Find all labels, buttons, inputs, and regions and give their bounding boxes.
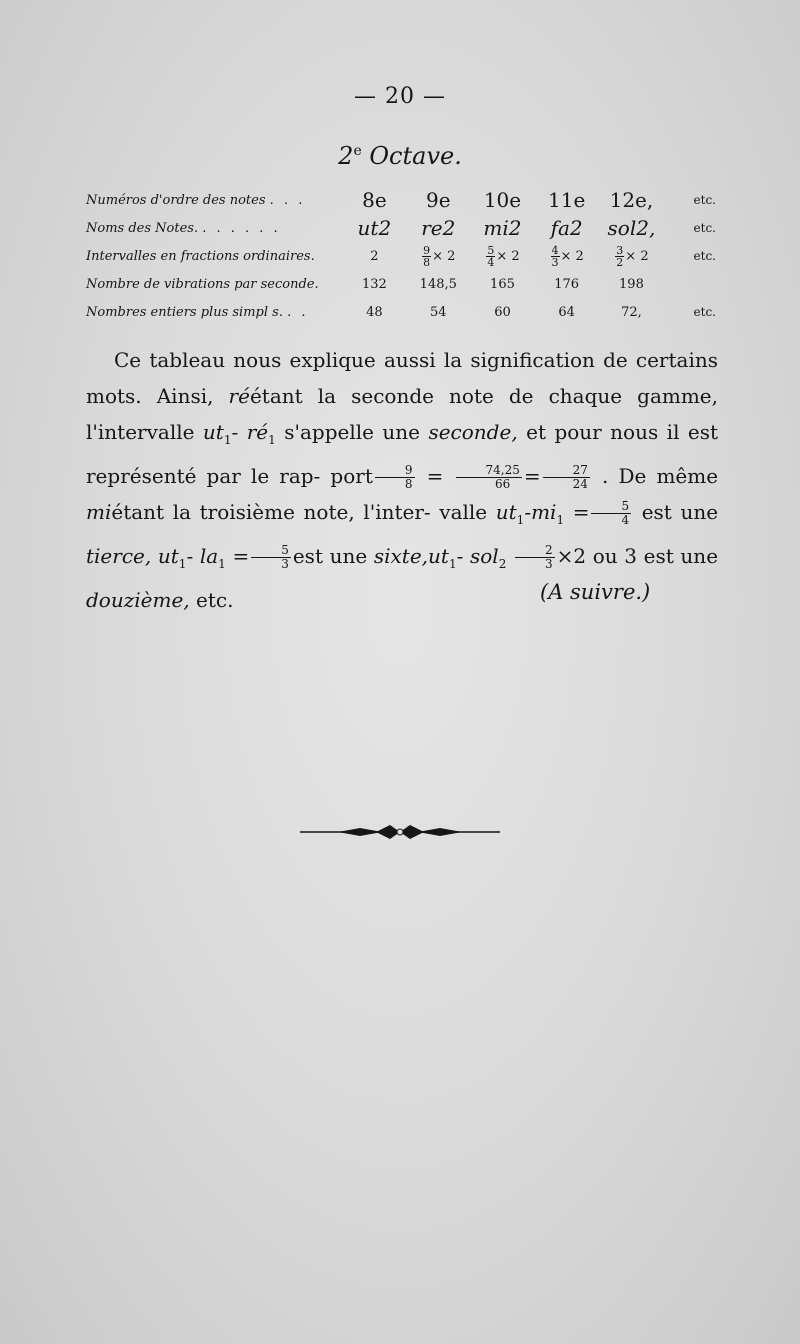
fraction: $\frac{5}{3}$ xyxy=(251,544,291,571)
fleuron-divider-icon xyxy=(298,820,502,844)
fraction: $\frac{4}{3}$ xyxy=(551,243,559,269)
fraction: $\frac{9}{8}$ xyxy=(375,464,415,491)
row-suffix: etc. xyxy=(693,305,716,319)
leader-dots: . . xyxy=(287,304,309,320)
table-cell: mi2 xyxy=(483,216,522,240)
table-cell: 165 xyxy=(490,276,515,292)
fraction: $\frac{74,25}{66}$ xyxy=(456,464,522,491)
to-be-continued: (A suivre.) xyxy=(540,580,651,604)
row-label: Nombre de vibrations par seconde. xyxy=(86,276,319,292)
table-cell: 2 xyxy=(370,248,379,264)
fraction: $\frac{5}{4}$ xyxy=(591,500,631,527)
leader-dots: . . . xyxy=(269,192,306,208)
table-cell: 64 xyxy=(558,304,575,320)
table-cell: 54 xyxy=(430,304,447,320)
table-cell: re2 xyxy=(421,216,456,240)
row-label: Intervalles en fractions ordinaires. xyxy=(86,248,315,264)
row-label: Nombres entiers plus simpl s. xyxy=(86,304,283,320)
table-cell: 60 xyxy=(494,304,511,320)
table-row xyxy=(86,214,716,242)
table-cell: fa2 xyxy=(550,216,583,240)
table-cell: 72, xyxy=(621,304,642,320)
row-suffix: etc. xyxy=(693,249,716,263)
leader-dots: . . . . . . xyxy=(202,220,281,236)
table-row xyxy=(86,298,716,326)
table-row xyxy=(86,270,716,298)
table-cell: 11e xyxy=(548,188,586,212)
fraction: $\frac{27}{24}$ xyxy=(543,464,590,491)
row-suffix xyxy=(664,270,716,298)
row-label: Numéros d'ordre des notes xyxy=(86,192,266,208)
octave-table xyxy=(86,186,716,326)
fraction-tail: × 2 xyxy=(625,248,649,264)
fraction: $\frac{2}{3}$ xyxy=(515,544,555,571)
table-cell xyxy=(406,242,470,270)
fraction: $\frac{5}{4}$ xyxy=(487,243,495,269)
row-suffix: etc. xyxy=(693,193,716,207)
table-cell: 176 xyxy=(554,276,580,292)
page-number: — 20 — xyxy=(354,84,446,109)
table-cell: 8e xyxy=(362,188,387,212)
table-cell: 48 xyxy=(366,304,383,320)
table-cell xyxy=(535,242,599,270)
table-cell: ut2 xyxy=(357,216,392,240)
table-row xyxy=(86,242,716,270)
section-title-ordinal: e xyxy=(353,143,362,159)
table-cell xyxy=(599,242,664,270)
row-label: Noms des Notes. xyxy=(86,220,199,236)
explanation-paragraph: Ce tableau nous explique aussi la signification de certains mots. Ainsi, réétant la seconde note de chaque gamme, l'intervalle $ut_1-$ $ré_1$ s'appelle une seconde, et pour nous il est représenté par le rap- port $\frac{9}{8}$ = $\frac{74,25}{66}$ = $\frac{27}{24}$ . De même miétant la troisième note, l'inter- valle $ut_1-mi_1$ = $\frac{5}{4}$ est une tierce, $ut_1-$ $la_1$ = $\frac{5}{3}$ est une $sixte,ut_1-$ sol$_2$ $\frac{2}{3}$ ×2 ou 3 est une douzième, etc. xyxy=(86,348,719,612)
table-cell: 9e xyxy=(426,188,451,212)
fraction-tail: × 2 xyxy=(560,248,584,264)
table-cell: sol2, xyxy=(607,216,656,240)
table-cell xyxy=(470,242,534,270)
table-cell: 10e xyxy=(483,188,522,212)
section-title-number: 2 xyxy=(338,142,354,170)
fraction-tail: × 2 xyxy=(496,248,520,264)
table-row xyxy=(86,186,716,214)
fraction-tail: × 2 xyxy=(432,248,456,264)
row-suffix: etc. xyxy=(693,221,716,235)
fraction: $\frac{9}{8}$ xyxy=(423,243,431,269)
table-cell: 198 xyxy=(619,276,644,292)
table-cell: 132 xyxy=(361,276,387,292)
section-title-word: Octave. xyxy=(369,142,462,170)
fraction: $\frac{3}{2}$ xyxy=(616,243,624,269)
table-cell: 12e, xyxy=(609,188,654,212)
table-cell: 148,5 xyxy=(419,276,457,292)
section-title xyxy=(0,142,800,170)
